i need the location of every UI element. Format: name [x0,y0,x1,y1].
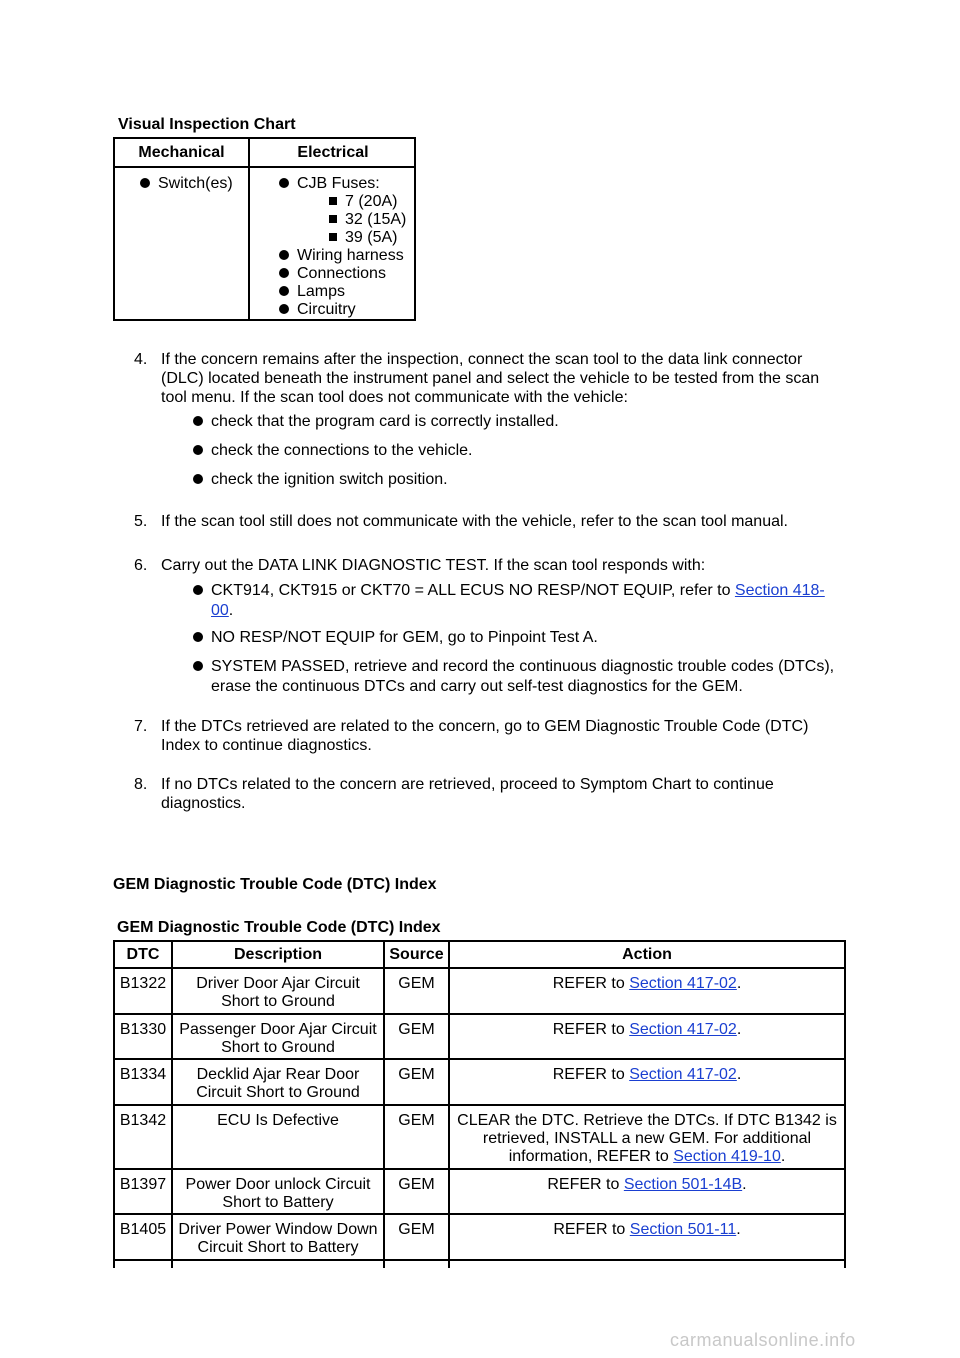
table-rule [113,1013,846,1015]
column-divider [248,139,250,319]
dtc-source: GEM [398,1021,435,1038]
dtc-code: B1397 [119,1176,167,1193]
bullet-icon [193,474,203,484]
visual-inspection-title: Visual Inspection Chart [118,116,296,133]
dtc-action: REFER to Section 501-11. [553,1221,741,1238]
table-rule [113,1213,846,1215]
dtc-code: B1334 [119,1066,167,1083]
bullet-icon [193,416,203,426]
dtc-action: REFER to Section 417-02. [552,1021,742,1038]
col-header-action: Action [622,946,672,963]
dtc-action: REFER to Section 501-14B. [547,1176,747,1193]
step-6-bullet-cont: 00. [211,602,234,619]
step-6-bullet-cont: erase the continuous DTCs and carry out self-test diagnostics for the GEM. [211,678,743,695]
fuse-item: 39 (5A) [329,229,397,247]
dtc-source: GEM [398,1112,435,1129]
dtc-table-caption: GEM Diagnostic Trouble Code (DTC) Index [117,919,441,936]
dtc-source: GEM [398,1221,435,1238]
electrical-item: CJB Fuses: [279,175,380,193]
bullet-icon [193,632,203,642]
section-link[interactable]: Section 417-02 [629,975,737,992]
fuse-item: 7 (20A) [329,193,397,211]
dtc-description: Driver Power Window Down Circuit Short to Battery [178,1221,378,1256]
dtc-action: REFER to Section 417-02. [552,1066,742,1083]
dtc-description: Decklid Ajar Rear Door Circuit Short to Ground [196,1066,360,1101]
table-rule [844,940,846,1268]
step-4-bullet: check the connections to the vehicle. [193,441,473,461]
bullet-icon [193,445,203,455]
dtc-description: ECU Is Defective [217,1112,339,1129]
col-header-source: Source [389,946,444,963]
section-link[interactable]: Section 419-10 [673,1148,781,1165]
dtc-index-heading: GEM Diagnostic Trouble Code (DTC) Index [113,876,437,893]
dtc-code: B1342 [119,1112,167,1129]
dtc-action: REFER to Section 417-02. [552,975,742,992]
header-divider [115,166,414,168]
dtc-code: B1405 [119,1221,167,1238]
table-rule [113,967,846,969]
watermark: carmanualsonline.info [670,1330,856,1350]
step-4-bullet: check that the program card is correctly installed. [193,412,559,432]
table-rule [113,940,846,942]
header-electrical: Electrical [297,144,369,161]
bullet-icon [193,661,203,671]
dtc-description: Power Door unlock Circuit Short to Battery [185,1176,371,1211]
step-6-bullet: NO RESP/NOT EQUIP for GEM, go to Pinpoint Test A. [193,628,598,648]
dtc-source: GEM [398,975,435,992]
section-link[interactable]: Section 501-14B [623,1176,743,1193]
dtc-code: B1330 [119,1021,167,1038]
dtc-description: Driver Door Ajar Circuit Short to Ground [196,975,360,1010]
section-link[interactable]: Section 417-02 [629,1021,737,1038]
dtc-description: Passenger Door Ajar Circuit Short to Ground [179,1021,377,1056]
section-link[interactable]: Section 417-02 [629,1066,737,1083]
dtc-source: GEM [398,1176,435,1193]
electrical-item: Circuitry [279,301,356,319]
square-bullet-icon [329,233,337,241]
step-4-bullet: check the ignition switch position. [193,470,448,490]
electrical-item: Wiring harness [279,247,404,265]
step-6-bullet: SYSTEM PASSED, retrieve and record the continuous diagnostic trouble codes (DTCs), [193,657,834,677]
section-418-00-link[interactable]: Section 418- [734,582,825,599]
col-header-description: Description [233,946,322,963]
col-header-dtc: DTC [126,946,160,963]
section-link[interactable]: Section 501-11 [629,1221,737,1238]
bullet-icon [279,250,289,260]
bullet-icon [140,178,150,188]
dtc-action: CLEAR the DTC. Retrieve the DTCs. If DTC B1342 is retrieved, INSTALL a new GEM. For additional information, REFER to Section 419-10. [457,1112,837,1165]
bullet-icon [279,304,289,314]
electrical-item: Lamps [279,283,345,301]
square-bullet-icon [329,215,337,223]
bullet-icon [193,585,203,595]
table-rule [113,1058,846,1060]
bullet-icon [279,268,289,278]
square-bullet-icon [329,197,337,205]
bullet-icon [279,178,289,188]
electrical-item: Connections [279,265,386,283]
section-418-00-link-cont[interactable]: 00 [211,602,229,619]
bullet-icon [279,286,289,296]
table-rule [113,1168,846,1170]
dtc-code: B1322 [119,975,167,992]
table-rule [113,1259,846,1261]
mechanical-item: Switch(es) [140,175,233,193]
visual-inspection-table [113,137,416,321]
table-rule [113,1104,846,1106]
header-mechanical: Mechanical [138,144,225,161]
fuse-item: 32 (15A) [329,211,406,229]
dtc-source: GEM [398,1066,435,1083]
step-6-bullet: CKT914, CKT915 or CKT70 = ALL ECUS NO RESP/NOT EQUIP, refer to Section 418- [193,581,825,601]
